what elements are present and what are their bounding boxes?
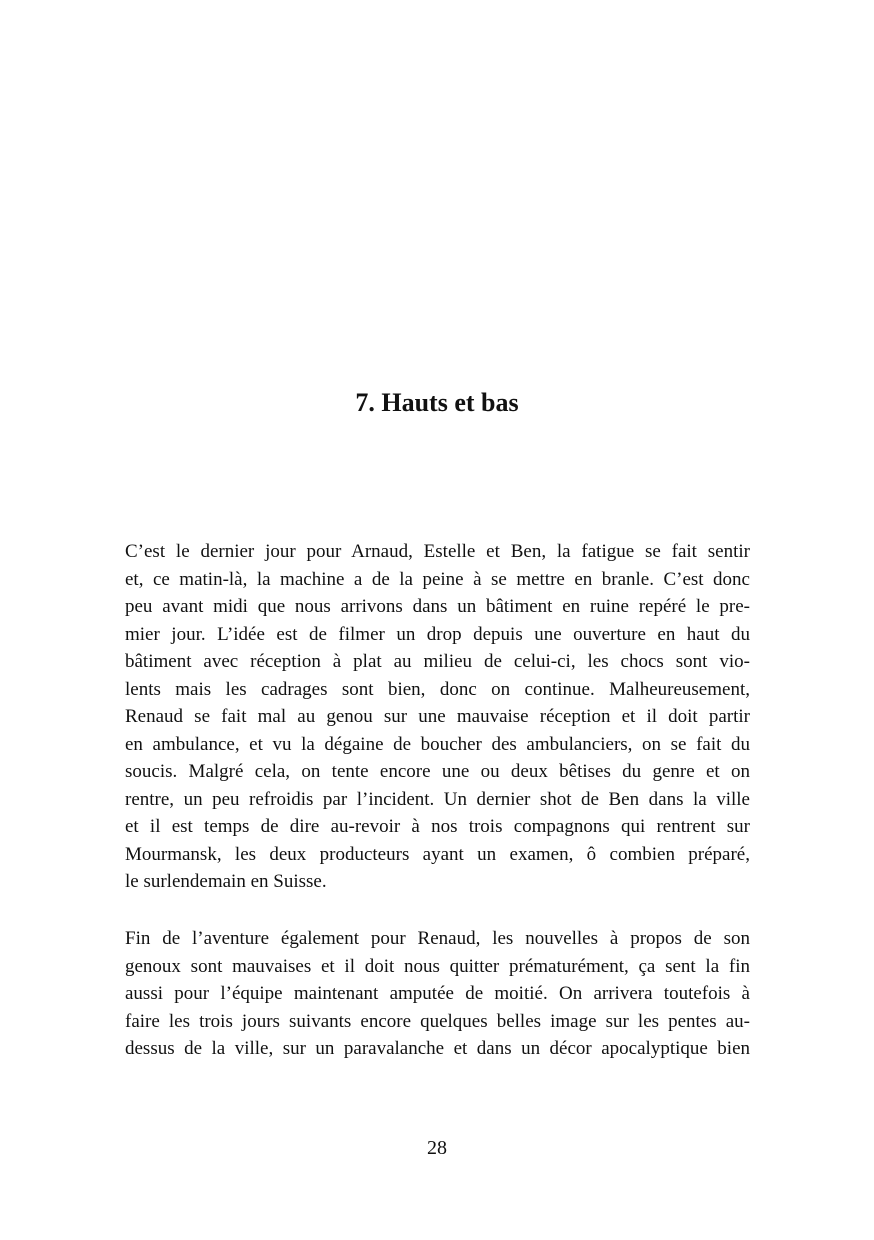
text-line: mier jour. L’idée est de filmer un drop depuis une ouverture en haut du [125, 623, 750, 645]
text-line: dessus de la ville, sur un paravalanche et dans un décor apocalyptique bien [125, 1038, 750, 1059]
text-line: et, ce matin-là, la machine a de la peine à se mettre en branle. C’est donc [125, 568, 750, 590]
text-line: genoux sont mauvaises et il doit nous quitter prématurément, ça sent la fin [125, 955, 750, 977]
paragraph-2 [125, 925, 750, 1063]
text-line: bâtiment avec réception à plat au milieu de celui-ci, les chocs sont vio- [125, 651, 750, 672]
text-line: Fin de l’aventure également pour Renaud, les nouvelles à propos de son [125, 928, 750, 949]
text-line: aussi pour l’équipe maintenant amputée de moitié. On arrivera toutefois à [125, 983, 750, 1004]
text-line: faire les trois jours suivants encore quelques belles image sur les pentes au- [125, 1010, 750, 1032]
page-number: 28 [427, 1137, 447, 1159]
text-line: lents mais les cadrages sont bien, donc on continue. Malheureusement, [125, 678, 750, 700]
text-line: peu avant midi que nous arrivons dans un bâtiment en ruine repéré le pre- [125, 596, 750, 617]
text-line: le surlendemain en Suisse. [125, 871, 327, 892]
text-line: en ambulance, et vu la dégaine de boucher des ambulanciers, on se fait du [125, 733, 750, 755]
chapter-title: 7. Hauts et bas [355, 388, 519, 417]
text-line: rentre, un peu refroidis par l’incident. Un dernier shot de Ben dans la ville [125, 788, 750, 810]
text-line: Renaud se fait mal au genou sur une mauvaise réception et il doit partir [125, 706, 750, 727]
text-line: et il est temps de dire au-revoir à nos trois compagnons qui rentrent sur [125, 816, 750, 837]
text-line: C’est le dernier jour pour Arnaud, Estelle et Ben, la fatigue se fait sentir [125, 541, 750, 562]
text-line: soucis. Malgré cela, on tente encore une ou deux bêtises du genre et on [125, 761, 750, 782]
text-line: Mourmansk, les deux producteurs ayant un examen, ô combien préparé, [125, 843, 750, 865]
paragraph-1 [125, 538, 750, 896]
